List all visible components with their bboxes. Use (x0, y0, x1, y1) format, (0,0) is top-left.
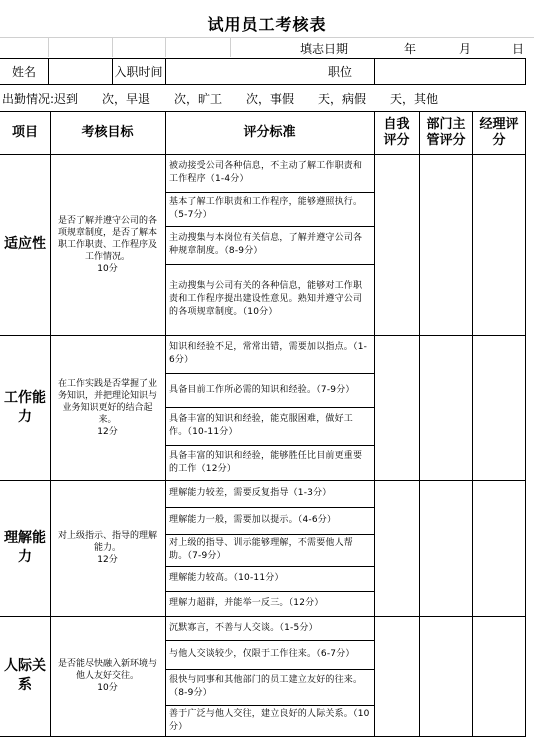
header-item: 项目 (11, 124, 38, 140)
month-label: 月 (459, 41, 472, 56)
criterion-item: 沉默寡言，不善与人交谈。（1-5分） (169, 622, 318, 633)
category-adaptability: 适应性 (4, 236, 46, 252)
goal-text: 是否能尽快融入新环境与他人友好交往。 (57, 659, 157, 681)
goal-score: 10分 (97, 683, 118, 693)
name-label: 姓名 (11, 64, 36, 79)
position-label: 职位 (327, 64, 352, 79)
goal-comprehension (50, 480, 165, 616)
day-label: 日 (512, 41, 525, 56)
criterion-item: 基本了解工作职责和工作程序，能够遵照执行。（5-7分） (169, 197, 363, 220)
dept-score-cell[interactable] (420, 481, 472, 615)
goal-interpersonal (50, 616, 165, 736)
goal-work-ability (50, 335, 165, 480)
criterion-item: 善于广泛与他人交往，建立良好的人际关系。（10分） (169, 708, 370, 732)
criterion-item: 对上级的指导、训示能够理解，不需要他人帮助。（7-9分） (169, 538, 354, 561)
hire-date-label: 入职时间 (114, 64, 163, 79)
category-comprehension: 理解能力 (4, 530, 46, 565)
criterion-item: 知识和经验不足，常常出错，需要加以指点。（1-6分） (169, 342, 368, 365)
name-field[interactable] (49, 59, 111, 83)
criterion-item: 具备丰富的知识和经验，能够胜任比目前更重要的工作（12分） (169, 450, 363, 474)
criterion-item: 与他人交谈较少，仅限于工作往来。（6-7分） (169, 649, 355, 659)
goal-text: 在工作实践是否掌握了业务知识，并把理论知识与业务知识更好的结合起来。 (57, 378, 157, 425)
header-criteria: 评分标准 (243, 124, 296, 140)
manager-score-cell[interactable] (473, 617, 525, 735)
header-goal: 考核目标 (81, 124, 134, 140)
self-score-cell[interactable] (375, 481, 419, 615)
manager-score-cell[interactable] (473, 481, 525, 615)
self-score-cell[interactable] (375, 336, 419, 479)
criterion-item: 理解能力较高。（10-11分） (169, 573, 284, 583)
self-score-cell[interactable] (375, 617, 419, 735)
manager-score-cell[interactable] (473, 336, 525, 479)
criterion-item: 理解能力较差，需要反复指导（1-3分） (169, 488, 332, 498)
goal-adaptability (50, 154, 165, 335)
criterion-item: 主动搜集与公司有关的各种信息，能够对工作职责和工作程序提出建设性意见。熟知并遵守公司的各项规章制度。（10分） (169, 281, 363, 317)
criterion-item: 被动接受公司各种信息，不主动了解工作职责和工作程序（1-4分） (169, 161, 363, 184)
attendance-text: 出勤情况:迟到 次，早退 次，旷工 次，事假 天，病假 天，其他 (2, 91, 439, 106)
category-interpersonal: 人际关系 (4, 658, 46, 693)
self-score-cell[interactable] (375, 155, 419, 334)
year-label: 年 (404, 41, 417, 56)
criterion-item: 很快与同事和其他部门的员工建立友好的往来。（8-9分） (169, 675, 363, 698)
manager-score-cell[interactable] (473, 155, 525, 334)
dept-score-cell[interactable] (420, 617, 472, 735)
criterion-item: 具备目前工作所必需的知识和经验。（7-9分） (169, 384, 355, 395)
criterion-item: 理解能力一般，需要加以提示。（4-6分） (169, 515, 337, 525)
dept-score-cell[interactable] (420, 336, 472, 479)
category-work-ability: 工作能力 (4, 389, 46, 425)
position-field[interactable] (375, 59, 524, 83)
date-label: 填志日期 (300, 41, 349, 56)
header-dept-score: 部门主管评分 (426, 116, 466, 148)
criterion-item: 主动搜集与本岗位有关信息，了解并遵守公司各种规章制度。（8-9分） (169, 233, 363, 256)
criterion-item: 理解力超群，并能举一反三。（12分） (169, 598, 324, 608)
form-title: 试用员工考核表 (207, 15, 327, 34)
goal-text: 是否了解并遵守公司的各项规章制度，是否了解本职工作职责、工作程序及工作情况。 (57, 215, 157, 262)
criterion-item: 具备丰富的知识和经验，能克服困难，做好工作。（10-11分） (169, 414, 354, 437)
goal-text: 对上级指示、指导的理解能力。 (57, 531, 157, 553)
header-self-score: 自我评分 (383, 116, 410, 148)
goal-score: 12分 (97, 555, 118, 565)
header-manager-score: 经理评分 (479, 116, 519, 148)
goal-score: 12分 (97, 426, 118, 437)
hire-date-field[interactable] (166, 59, 306, 83)
dept-score-cell[interactable] (420, 155, 472, 334)
goal-score: 10分 (97, 263, 118, 274)
